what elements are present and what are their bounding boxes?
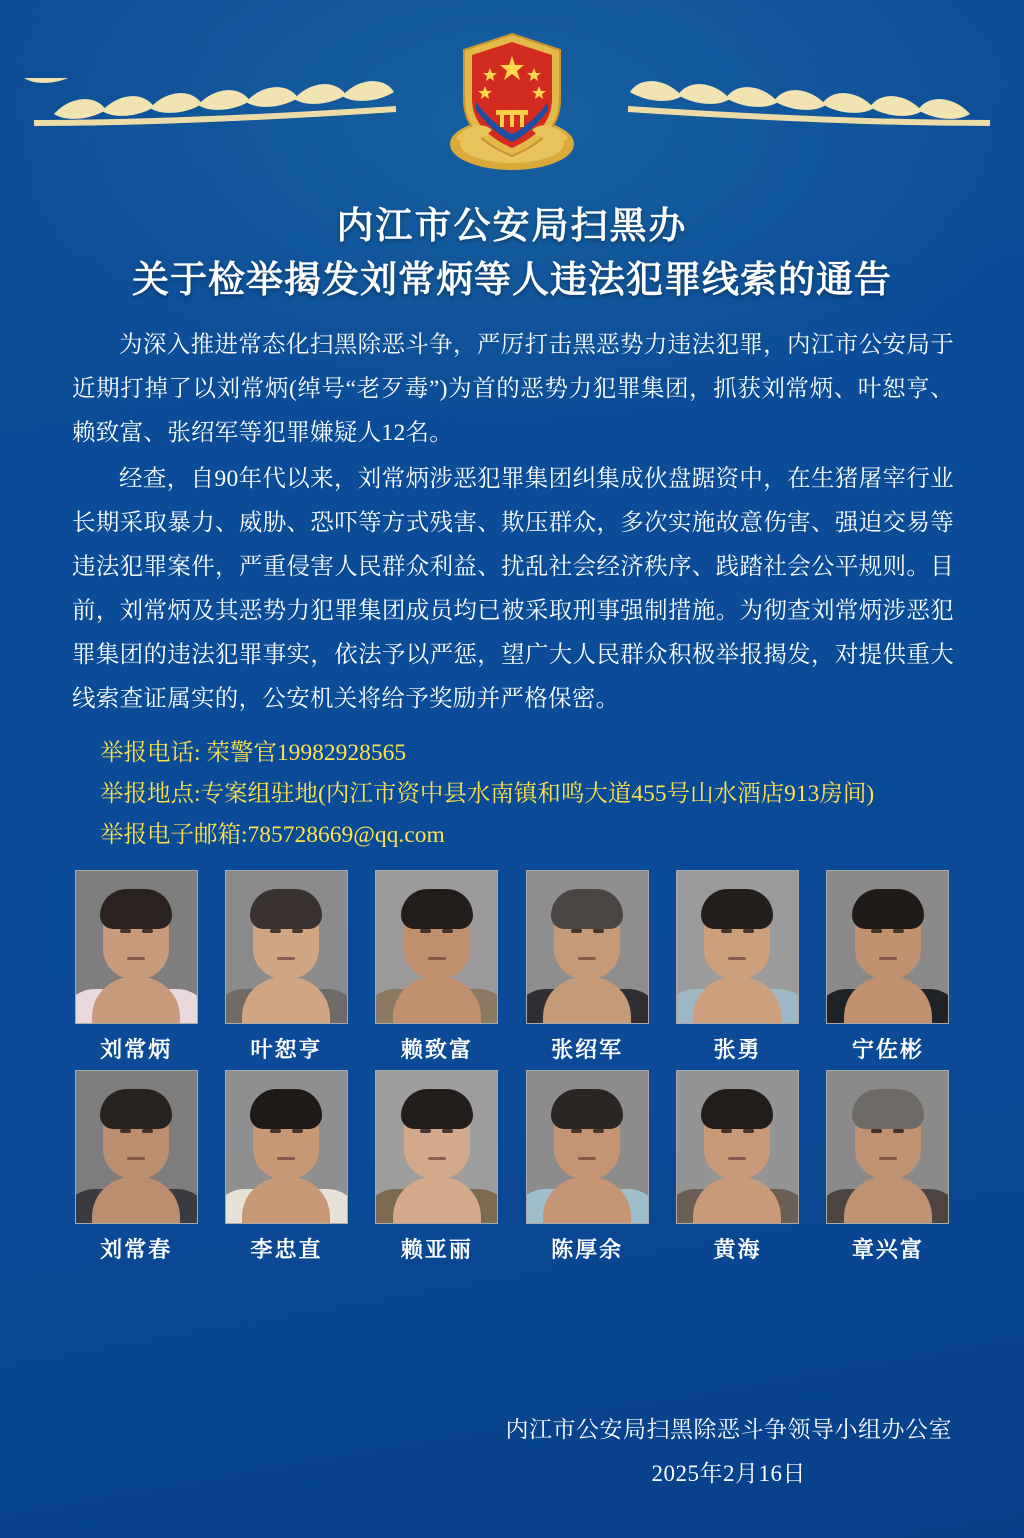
photo-eye-left <box>721 929 732 933</box>
photo-mouth <box>578 957 596 960</box>
photo-eye-left <box>420 929 431 933</box>
suspect-card <box>520 1070 654 1264</box>
photo-mouth <box>879 1157 897 1160</box>
photo-eye-left <box>871 929 882 933</box>
suspect-photo <box>676 1070 799 1224</box>
wheat-ornament-right <box>610 78 1000 138</box>
photo-hair <box>701 889 773 929</box>
photo-eye-left <box>571 929 582 933</box>
suspect-photo <box>375 1070 498 1224</box>
photo-eye-right <box>593 1129 604 1133</box>
police-emblem-icon <box>432 26 592 176</box>
photo-eye-right <box>743 1129 754 1133</box>
photo-eye-left <box>871 1129 882 1133</box>
photo-eye-left <box>270 1129 281 1133</box>
body-paragraph-2: 经查，自90年代以来，刘常炳涉恶犯罪集团纠集成伙盘踞资中，在生猪屠宰行业长期采取暴力、威胁、恐吓等方式残害、欺压群众，多次实施故意伤害、强迫交易等违法犯罪案件，严重侵害人民群众利益、扰乱社会经济秩序、践踏社会公平规则。目前，刘常炳及其恶势力犯罪集团成员均已被采取刑事强制措施。为彻查刘常炳涉恶犯罪集团的违法犯罪事实，依法予以严惩，望广大人民群众积极举报揭发，对提供重大线索查证属实的，公安机关将给予奖励并严格保密。 <box>72 466 954 713</box>
suspect-name: 刘常春 <box>100 1237 173 1263</box>
report-email: 举报电子邮箱:785728669@qq.com <box>100 822 445 849</box>
photo-eye-right <box>292 1129 303 1133</box>
poster-header <box>0 0 1024 196</box>
report-phone: 举报电话: 荣警官19982928565 <box>100 740 407 767</box>
photo-mouth <box>428 957 446 960</box>
photo-mouth <box>428 1157 446 1160</box>
poster-footer <box>506 1408 953 1496</box>
photo-mouth <box>127 1157 145 1160</box>
issuing-organization: 内江市公安局扫黑除恶斗争领导小组办公室 <box>505 1417 952 1442</box>
photo-hair <box>852 1089 924 1129</box>
photo-eye-left <box>120 1129 131 1133</box>
report-address: 举报地点:专案组驻地(内江市资中县水南镇和鸣大道455号山水酒店913房间) <box>100 781 875 808</box>
suspect-photo <box>75 1070 198 1224</box>
suspect-card <box>69 1070 203 1264</box>
photo-hair <box>100 1089 172 1129</box>
photo-hair <box>401 889 473 929</box>
suspect-card <box>370 1070 504 1264</box>
photo-mouth <box>728 1157 746 1160</box>
suspect-card <box>219 1070 353 1264</box>
suspect-card <box>69 870 203 1064</box>
suspect-card <box>520 870 654 1064</box>
page-title <box>0 196 1024 307</box>
photo-hair <box>250 889 322 929</box>
suspect-photo-grid <box>69 870 955 1264</box>
suspect-name: 赖致富 <box>400 1037 473 1063</box>
contact-block <box>0 723 1024 856</box>
photo-mouth <box>578 1157 596 1160</box>
suspect-name: 黄海 <box>713 1237 762 1263</box>
suspect-photo <box>375 870 498 1024</box>
suspect-name: 宁佐彬 <box>851 1037 924 1063</box>
suspect-photo <box>75 870 198 1024</box>
suspect-card <box>670 870 804 1064</box>
suspect-card <box>821 1070 955 1264</box>
suspect-name: 刘常炳 <box>100 1037 173 1063</box>
photo-eye-left <box>721 1129 732 1133</box>
suspect-photo <box>826 1070 949 1224</box>
suspect-name: 张绍军 <box>551 1037 624 1063</box>
photo-hair <box>250 1089 322 1129</box>
suspect-name: 李忠直 <box>250 1237 323 1263</box>
title-line-2: 关于检举揭发刘常炳等人违法犯罪线索的通告 <box>132 259 892 301</box>
photo-eye-right <box>893 929 904 933</box>
suspect-photo <box>826 870 949 1024</box>
suspect-name: 赖亚丽 <box>400 1237 473 1263</box>
title-line-1: 内江市公安局扫黑办 <box>336 206 688 247</box>
photo-eye-right <box>142 929 153 933</box>
photo-eye-left <box>571 1129 582 1133</box>
suspect-photo <box>225 870 348 1024</box>
photo-eye-left <box>420 1129 431 1133</box>
suspect-name: 陈厚余 <box>551 1237 624 1263</box>
photo-mouth <box>879 957 897 960</box>
photo-hair <box>852 889 924 929</box>
photo-eye-right <box>142 1129 153 1133</box>
suspect-photo <box>526 870 649 1024</box>
suspect-card <box>219 870 353 1064</box>
photo-eye-left <box>270 929 281 933</box>
suspect-name: 叶恕亨 <box>250 1037 323 1063</box>
photo-hair <box>701 1089 773 1129</box>
issue-date: 2025年2月16日 <box>651 1461 806 1486</box>
photo-eye-left <box>120 929 131 933</box>
photo-hair <box>401 1089 473 1129</box>
photo-mouth <box>277 1157 295 1160</box>
photo-mouth <box>277 957 295 960</box>
photo-mouth <box>127 957 145 960</box>
photo-mouth <box>728 957 746 960</box>
suspect-photo <box>676 870 799 1024</box>
suspect-card <box>670 1070 804 1264</box>
suspect-name: 张勇 <box>713 1037 762 1063</box>
photo-eye-right <box>893 1129 904 1133</box>
body-paragraph-1: 为深入推进常态化扫黑除恶斗争，严厉打击黑恶势力违法犯罪，内江市公安局于近期打掉了以刘常炳(绰号“老歹毒”)为首的恶势力犯罪集团，抓获刘常炳、叶恕亨、赖致富、张绍军等犯罪嫌疑人12名。 <box>72 332 954 447</box>
suspect-card <box>370 870 504 1064</box>
suspect-photo <box>526 1070 649 1224</box>
photo-hair <box>551 1089 623 1129</box>
photo-eye-right <box>593 929 604 933</box>
photo-eye-right <box>442 929 453 933</box>
suspect-photo <box>225 1070 348 1224</box>
suspect-card <box>821 870 955 1064</box>
photo-eye-right <box>292 929 303 933</box>
photo-eye-right <box>743 929 754 933</box>
photo-hair <box>100 889 172 929</box>
photo-eye-right <box>442 1129 453 1133</box>
suspect-name: 章兴富 <box>851 1237 924 1263</box>
wheat-ornament-left <box>24 78 414 138</box>
photo-hair <box>551 889 623 929</box>
notice-body <box>0 307 1024 721</box>
